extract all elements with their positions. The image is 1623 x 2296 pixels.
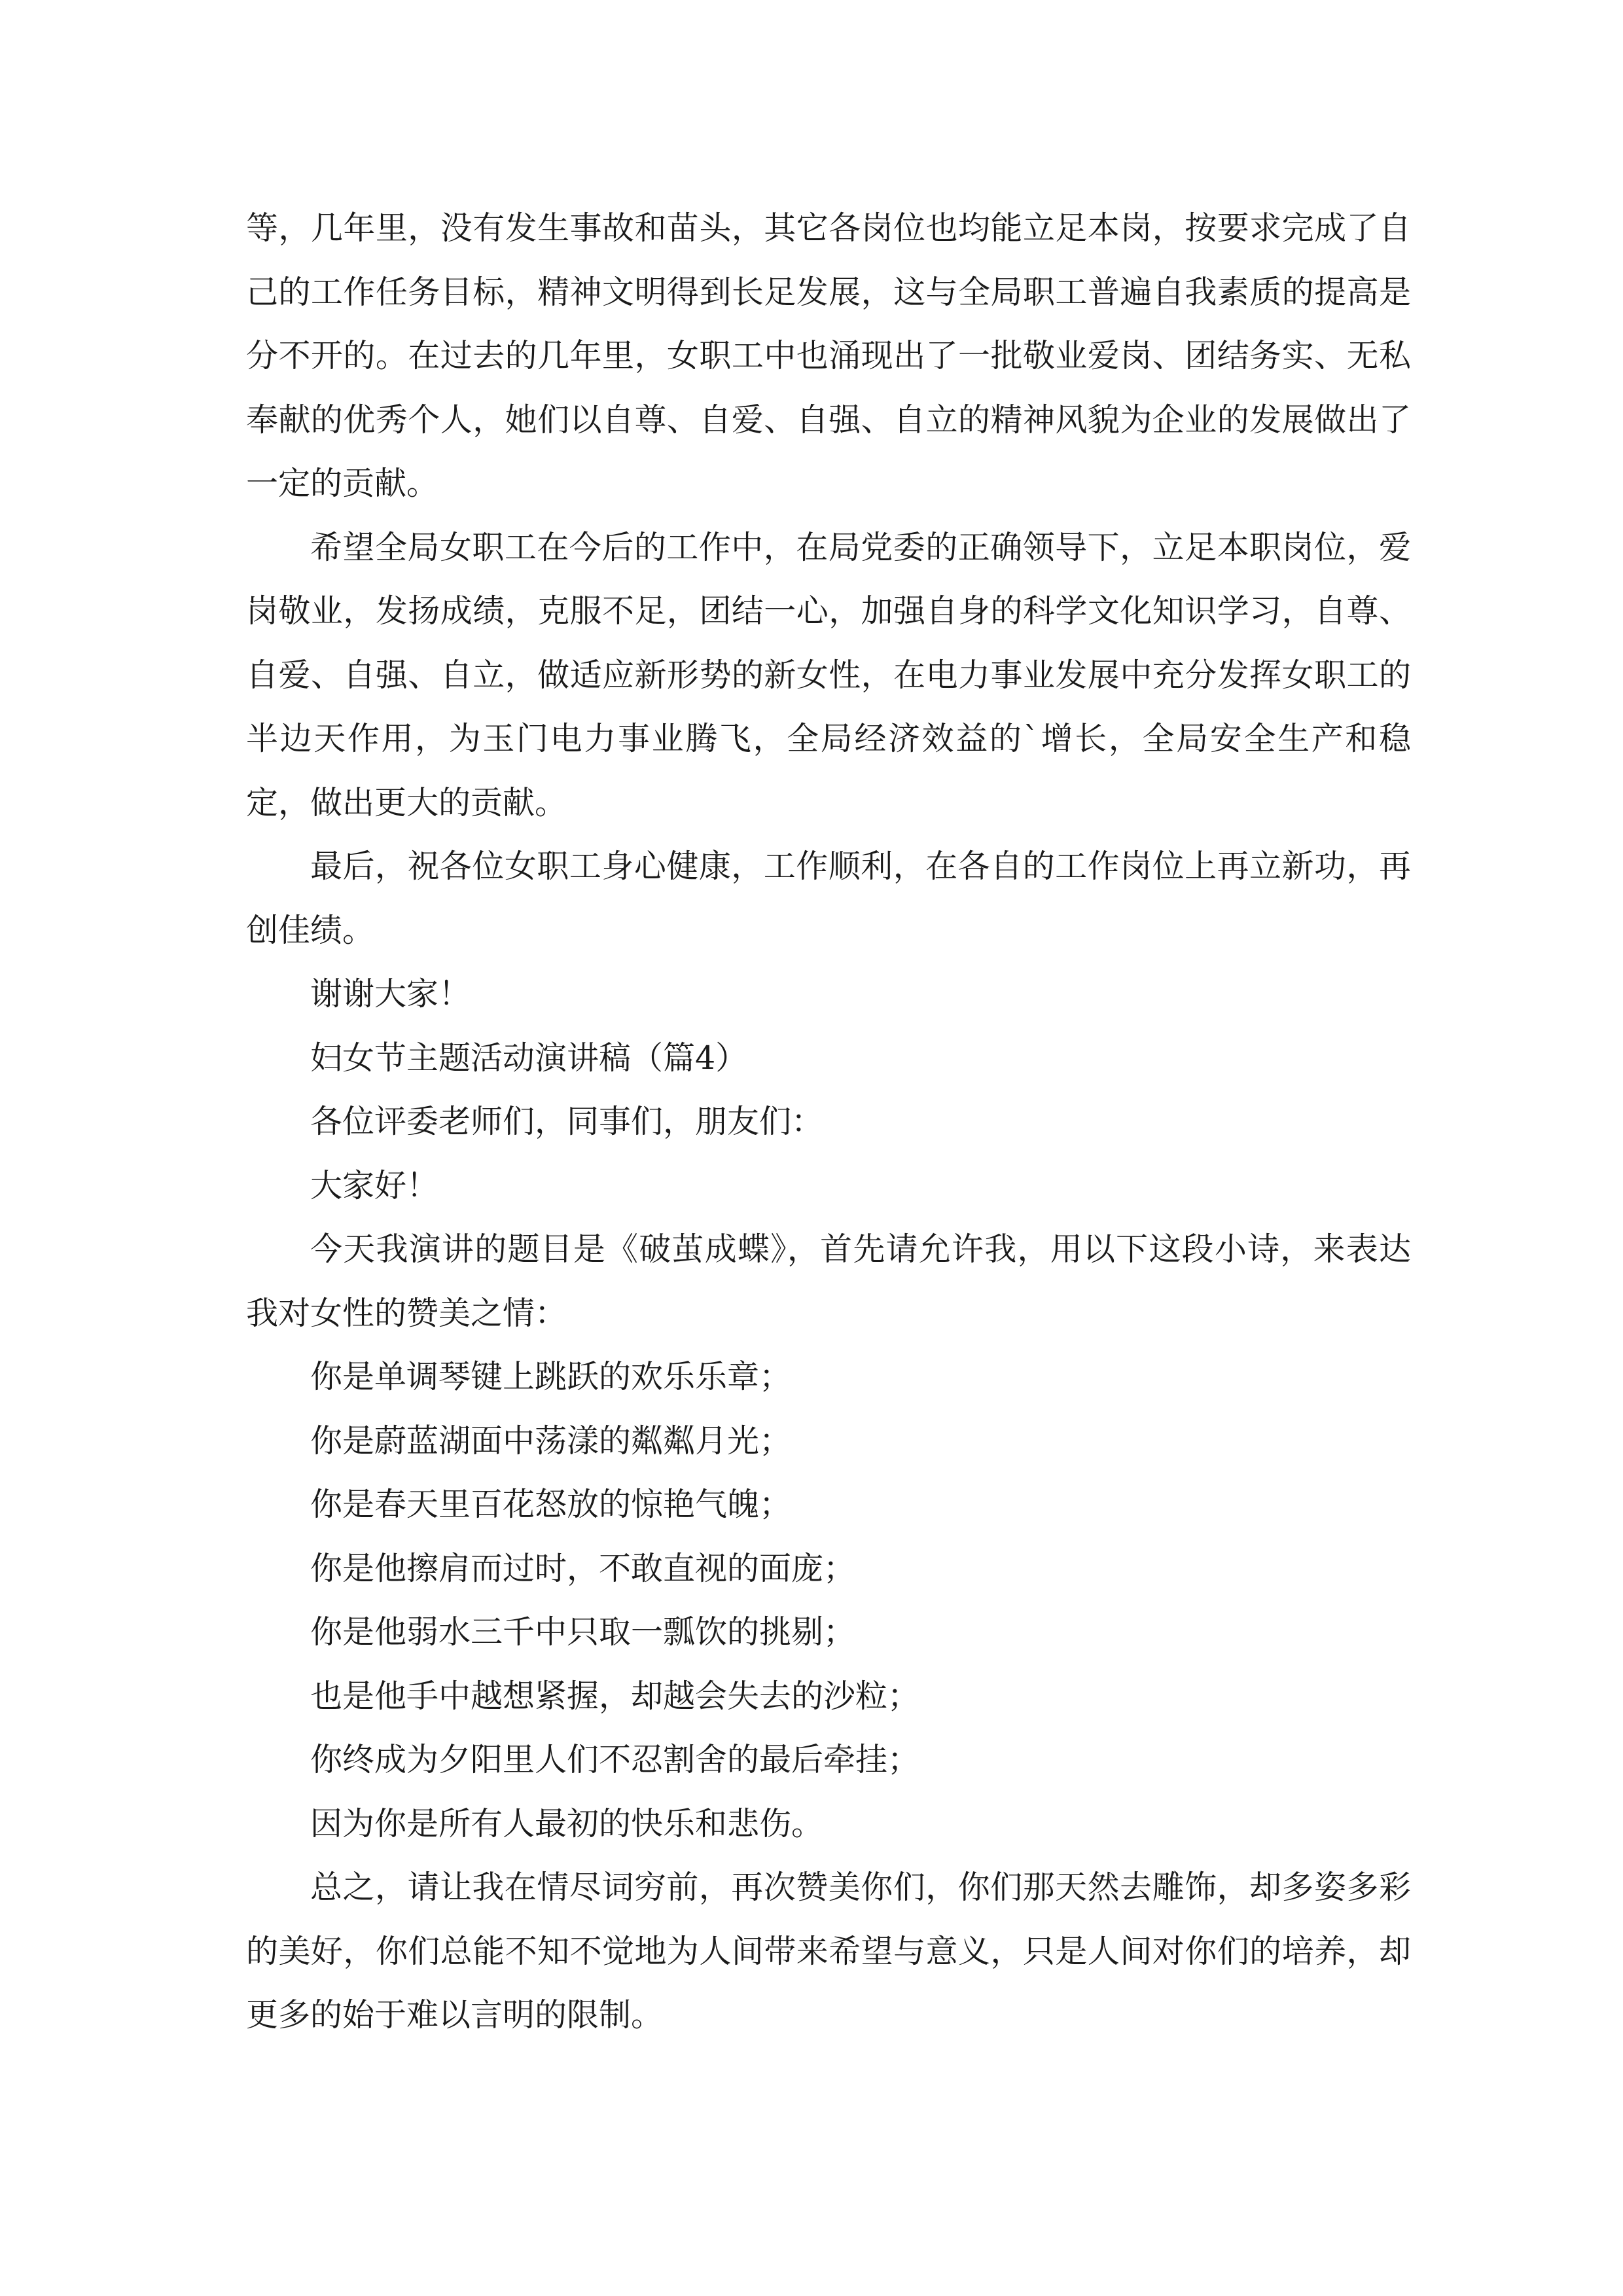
poem-line: 你是他擦肩而过时，不敢直视的面庞； [310, 1549, 856, 1587]
section-heading: 妇女节主题活动演讲稿（篇4） [310, 1039, 748, 1077]
paragraph: 最后，祝各位女职工身心健康，工作顺利，在各自的工作岗位上再立新功，再创佳绩。 [246, 848, 1411, 949]
paragraph: 今天我演讲的题目是《破茧成蝶》，首先请允许我，用以下这段小诗，来表达我对女性的赞美之情： [246, 1230, 1411, 1332]
poem-line: 也是他手中越想紧握，却越会失去的沙粒； [310, 1677, 920, 1715]
poem-line: 你是单调琴键上跳跃的欢乐乐章； [310, 1358, 792, 1395]
poem-line: 你是蔚蓝湖面中荡漾的粼粼月光； [310, 1422, 792, 1460]
paragraph: 等，几年里，没有发生事故和苗头，其它各岗位也均能立足本岗，按要求完成了自己的工作任务目标，精神文明得到长足发展，这与全局职工普遍自我素质的提高是分不开的。在过去的几年里，女职工中也涌现出了一批敬业爱岗、团结务实、无私奉献的优秀个人，她们以自尊、自爱、自强、自立的精神风貌为企业的发展做出了一定的贡献。 [246, 209, 1411, 502]
poem-line: 因为你是所有人最初的快乐和悲伤。 [310, 1804, 824, 1842]
document-body [246, 196, 1411, 2047]
salutation: 各位评委老师们，同事们，朋友们： [310, 1103, 824, 1140]
greeting: 大家好！ [310, 1166, 439, 1204]
paragraph: 谢谢大家！ [310, 975, 471, 1013]
poem-line: 你终成为夕阳里人们不忍割舍的最后牵挂； [310, 1741, 920, 1778]
paragraph: 总之，请让我在情尽词穷前，再次赞美你们，你们那天然去雕饰，却多姿多彩的美好，你们总能不知不觉地为人间带来希望与意义，只是人间对你们的培养，却更多的始于难以言明的限制。 [246, 1869, 1411, 2034]
poem-line: 你是他弱水三千中只取一瓢饮的挑剔； [310, 1613, 856, 1651]
poem-line: 你是春天里百花怒放的惊艳气魄； [310, 1486, 792, 1523]
paragraph: 希望全局女职工在今后的工作中，在局党委的正确领导下，立足本职岗位，爱岗敬业，发扬成绩，克服不足，团结一心，加强自身的科学文化知识学习，自尊、自爱、自强、自立，做适应新形势的新女性，在电力事业发展中充分发挥女职工的半边天作用，为玉门电力事业腾飞，全局经济效益的`增长，全局安全生产和稳定，做出更大的贡献。 [246, 528, 1411, 821]
